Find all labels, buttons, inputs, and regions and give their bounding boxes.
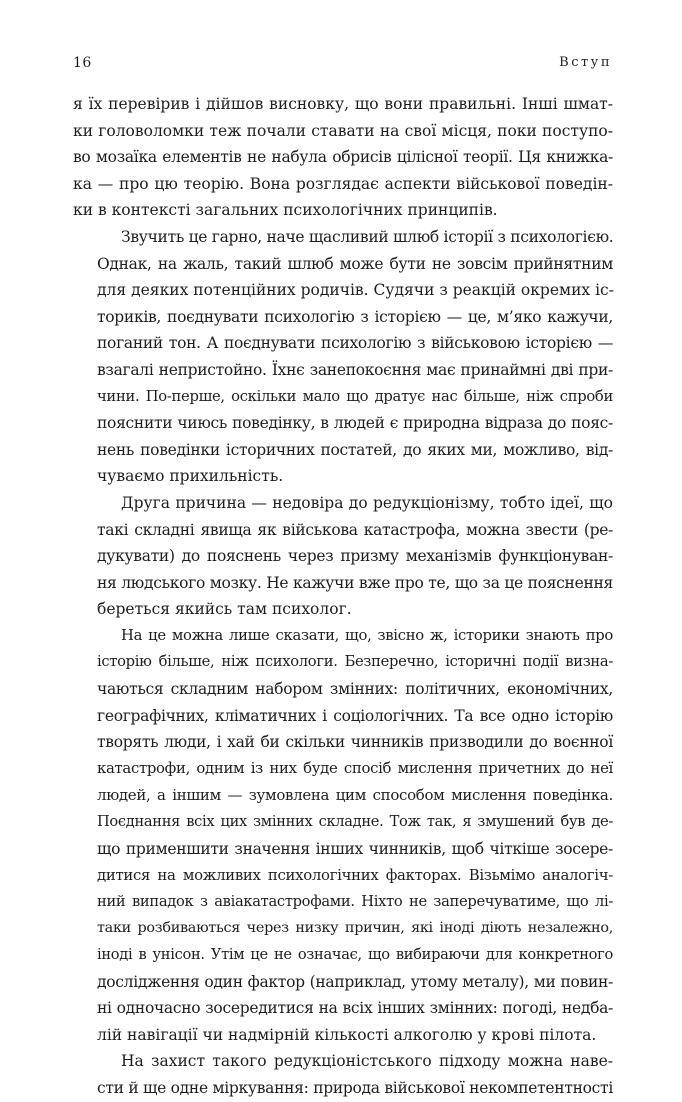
text-line: катастрофи, одним із них буде спосіб мислення причетних до неї (97, 759, 613, 777)
page-number: 16 (73, 55, 92, 71)
paragraph (73, 91, 613, 224)
page-header (73, 55, 612, 75)
text-line: ка — про цю теорію. Вона розглядає аспекти військової поведін- (73, 174, 613, 193)
text-line: ториків, поєднувати психологію з історією — це, м’яко кажучи, (97, 307, 613, 326)
text-line: дослідження один фактор (наприклад, утому металу), ми повин- (97, 972, 613, 991)
text-line: ки головоломки теж почали ставати на свої місця, поки поступо- (73, 121, 613, 140)
paragraph (73, 490, 613, 623)
text-line: таки розбиваються через низку причин, які іноді діють незалежно, (97, 920, 613, 937)
text-line: На захист такого редукціоністського підходу можна наве- (121, 1052, 613, 1071)
text-line: ний випадок з авіакатастрофами. Ніхто не заперечуватиме, що лі- (97, 892, 613, 910)
text-line: для деяких потенційних родичів. Судячи з реакцій окремих іс- (97, 281, 614, 300)
text-line: історію більше, ніж психологи. Безперечно, історичні події визна- (97, 653, 613, 671)
text-line: Звучить це гарно, наче щасливий шлюб історії з психологією. (121, 227, 614, 246)
text-line: ня людського мозку. Не кажучи вже про те, що за це пояснення (97, 573, 613, 592)
text-line: На це можна лише сказати, що, звісно ж, історики знають про (121, 626, 613, 644)
paragraph (73, 224, 613, 490)
text-line: творять люди, і хай би скільки чинників призводили до воєнної (97, 733, 613, 752)
text-line: сти й ще одне міркування: природа військової некомпетентності (97, 1078, 613, 1097)
text-line: чуваємо прихильність. (97, 467, 284, 486)
text-line: Друга причина — недовіра до редукціонізму, тобто ідеї, що (121, 493, 613, 512)
text-line: Однак, на жаль, такий шлюб може бути не зовсім прийнятним (97, 254, 613, 273)
text-line: Поєднання всіх цих змінних складне. Тож так, я змушений був де- (97, 813, 613, 831)
text-line: такі складні явища як військова катастрофа, можна звести (ре- (97, 520, 613, 539)
text-line: географічних, кліматичних і соціологічних. Та все одно історію (97, 706, 613, 725)
text-line: ки в контексті загальних психологічних принципів. (73, 201, 498, 220)
text-line: іноді в унісон. Утім це не означає, що вибираючи для конкретного (97, 946, 613, 963)
text-line: ні одночасно зосередитися на всіх інших змінних: погоді, недба- (97, 999, 613, 1018)
text-line: лій навігації чи надмірній кількості алкоголю у крові пілота. (97, 1025, 597, 1044)
text-line: чаються складним набором змінних: політичних, економічних, (97, 680, 613, 699)
text-line: чини. По-перше, оскільки мало що дратує нас більше, ніж спроби (97, 387, 613, 405)
text-line: що применшити значення інших чинників, щоб чіткіше зосере- (97, 839, 613, 858)
text-line: во мозаїка елементів не набула обрисів цілісної теорії. Ця книжка- (73, 148, 613, 167)
paragraph (73, 1048, 613, 1101)
text-line: взагалі непристойно. Їхнє занепокоєння має принаймні дві при- (97, 360, 613, 379)
text-line: дитися на можливих психологічних факторах. Візьмімо аналогіч- (97, 866, 613, 885)
running-head: Вступ (559, 55, 612, 70)
text-line: я їх перевірив і дійшов висновку, що вони правильні. Інші шмат- (73, 95, 613, 113)
paragraph (73, 623, 613, 1049)
text-line: людей, а іншим — зумовлена цим способом мислення поведінка. (97, 786, 613, 805)
text-line: нень поведінки історичних постатей, до яких ми, можливо, від- (97, 440, 613, 459)
text-line: береться якийсь там психолог. (97, 600, 352, 619)
text-line: дукувати) до пояснень через призму механізмів функціонуван- (97, 547, 613, 566)
text-line: поганий тон. А поєднувати психологію з військовою історією — (97, 334, 613, 353)
text-line: пояснити чиюсь поведінку, в людей є природна відраза до пояс- (97, 414, 613, 433)
body-text (73, 91, 613, 1102)
